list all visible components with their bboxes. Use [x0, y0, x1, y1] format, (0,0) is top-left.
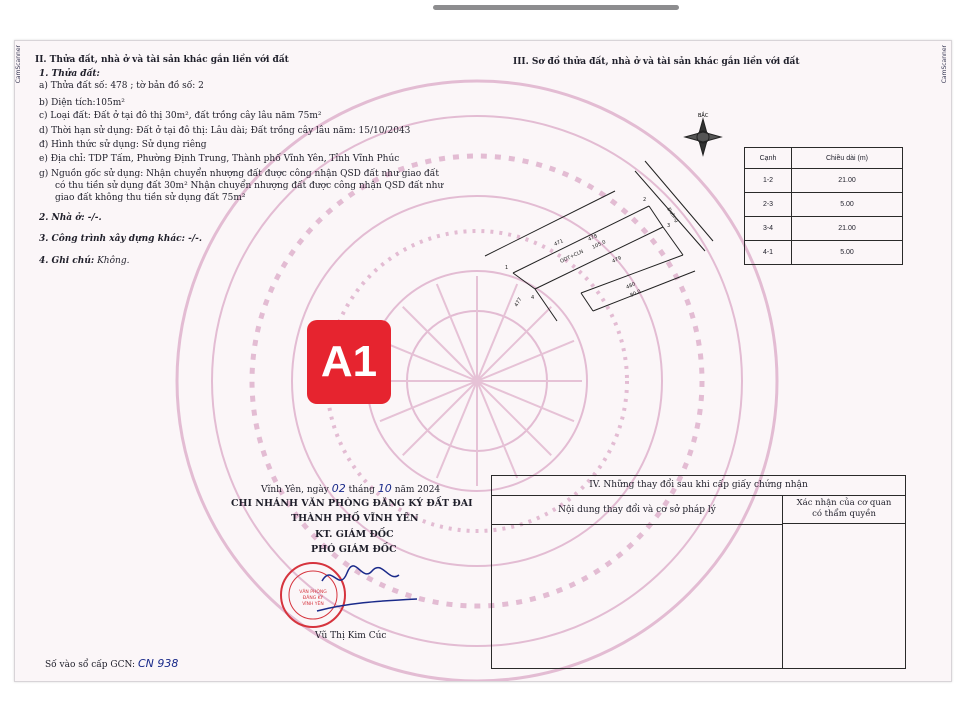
- office-line-2: THÀNH PHỐ VĨNH YÊN: [291, 513, 419, 524]
- vertex-2: 2: [643, 197, 647, 203]
- vertex-1: 1: [505, 265, 509, 271]
- role-line-2: PHÓ GIÁM ĐỐC: [311, 544, 397, 555]
- origin-line-1: g) Nguồn gốc sử dụng: Nhận chuyển nhượng đất được công nhận QSD đất như giao đất: [39, 169, 439, 179]
- parcel-number-line: a) Thửa đất số: 478 ; tờ bản đồ số: 2: [39, 81, 204, 91]
- svg-text:VĂN PHÒNG: VĂN PHÒNG: [299, 590, 327, 595]
- parcel-edge-3-4: [535, 227, 663, 289]
- edge-cell: 4-1: [745, 241, 792, 265]
- changes-table: [491, 475, 906, 669]
- table-row: [745, 241, 903, 265]
- vertex-4: 4: [531, 295, 535, 301]
- house-line: 2. Nhà ở: -/-.: [39, 213, 102, 223]
- lot-480-bottom: [593, 271, 695, 311]
- length-col-header: Chiều dài (m): [792, 148, 903, 169]
- date-month-label: tháng: [348, 485, 375, 495]
- section-ii-title: II. Thửa đất, nhà ở và tài sản khác gắn liền với đất: [35, 55, 289, 65]
- confirm-header-line-1: Xác nhận của cơ quan: [796, 498, 892, 508]
- length-cell: 5.00: [792, 241, 903, 265]
- parcel-edge-1-2: [513, 206, 649, 273]
- note-label: 4. Ghi chú:: [39, 256, 95, 266]
- section-iii-title: III. Sơ đồ thửa đất, nhà ở và tài sản khác gắn liền với đất: [513, 57, 800, 67]
- office-line-1: CHI NHÁNH VĂN PHÒNG ĐĂNG KÝ ĐẤT ĐAI: [231, 498, 473, 509]
- date-day: 02: [331, 482, 346, 495]
- parcel-479: 479: [611, 255, 623, 265]
- edge-cell: 3-4: [745, 217, 792, 241]
- changes-title: IV. Những thay đổi sau khi cấp giấy chứng nhận: [492, 476, 905, 496]
- length-cell: 5.00: [792, 193, 903, 217]
- register-label: Số vào sổ cấp GCN:: [45, 660, 136, 670]
- north-label: BẮC: [698, 113, 709, 119]
- parcel-477: 477: [513, 296, 524, 308]
- role-line-1: KT. GIÁM ĐỐC: [315, 529, 394, 540]
- column-divider: [782, 524, 783, 668]
- vertex-3: 3: [667, 223, 671, 229]
- usage-form-line: đ) Hình thức sử dụng: Sử dụng riêng: [39, 140, 207, 150]
- date-year: năm 2024: [394, 485, 441, 495]
- certificate-page: [14, 40, 952, 682]
- scanner-tag-right: CamScanner: [941, 45, 948, 84]
- address-line: e) Địa chỉ: TDP Tấm, Phường Định Trung, Thành phố Vĩnh Yên, Tỉnh Vĩnh Phúc: [39, 154, 400, 164]
- parcel-edge-4-1: [513, 273, 535, 289]
- date-prefix: Vĩnh Yên, ngày: [261, 485, 329, 495]
- note-value: Không.: [97, 256, 130, 266]
- a1-badge: A1: [307, 320, 391, 404]
- term-line: d) Thời hạn sử dụng: Đất ở tại đô thị: Lâu dài; Đất trồng cây lâu năm: 15/10/2043: [39, 126, 411, 136]
- edge-length-table: [744, 147, 903, 265]
- register-value: CN 938: [137, 657, 179, 670]
- signature-icon: [317, 566, 417, 611]
- origin-line-3: giao đất không thu tiền sử dụng đất 75m²: [55, 193, 246, 203]
- length-cell: 21.00: [792, 217, 903, 241]
- official-stamp-icon: [281, 563, 345, 627]
- lot-line-west: [535, 289, 557, 321]
- date-month: 10: [377, 482, 392, 495]
- confirm-header-line-2: có thẩm quyền: [812, 509, 876, 519]
- table-row: [745, 193, 903, 217]
- land-type-line: c) Loại đất: Đất ở tại đô thị 30m², đất trồng cây lâu năm 75m²: [39, 111, 322, 121]
- stamp-and-signature: [277, 553, 427, 633]
- parcel-478: 478: [587, 233, 599, 243]
- parcel-use: ODT+CLN: [559, 248, 585, 265]
- edge-col-header: Cạnh: [745, 148, 792, 169]
- lot-line-east: [663, 227, 683, 255]
- changes-confirm-header: [783, 496, 905, 524]
- parcel-area: 105.0: [591, 239, 607, 251]
- lot-480-west: [581, 293, 593, 311]
- table-row: [745, 217, 903, 241]
- table-row: [745, 169, 903, 193]
- date-line: [261, 483, 440, 496]
- changes-content-header: Nội dung thay đổi và cơ sở pháp lý: [492, 496, 783, 525]
- svg-text:VĨNH YÊN: VĨNH YÊN: [302, 602, 324, 607]
- parcel-edge-2-3: [649, 206, 663, 227]
- svg-text:ĐĂNG KÝ: ĐĂNG KÝ: [302, 596, 324, 601]
- area-line: b) Diện tích:105m²: [39, 98, 125, 108]
- parcel-480-area: 80.0: [629, 288, 642, 299]
- length-cell: 21.00: [792, 169, 903, 193]
- origin-line-2: có thu tiền sử dụng đất 30m² Nhận chuyển nhượng đất được công nhận QSD đất như: [55, 181, 444, 191]
- edge-cell: 2-3: [745, 193, 792, 217]
- construction-line: 3. Công trình xây dựng khác: -/-.: [39, 234, 203, 244]
- road-edge-2: [645, 161, 713, 241]
- parcel-480: 480: [625, 281, 637, 291]
- scanner-tag-left: CamScanner: [15, 45, 22, 84]
- parcel-471: 471: [553, 238, 565, 248]
- register-line: [45, 658, 178, 671]
- land-heading: 1. Thửa đất:: [39, 69, 100, 79]
- signer-name: Vũ Thị Kim Cúc: [315, 631, 387, 641]
- edge-cell: 1-2: [745, 169, 792, 193]
- compass-icon: [685, 119, 721, 155]
- road-label: Đường: [665, 206, 680, 224]
- screen-grab-bar: [433, 5, 679, 10]
